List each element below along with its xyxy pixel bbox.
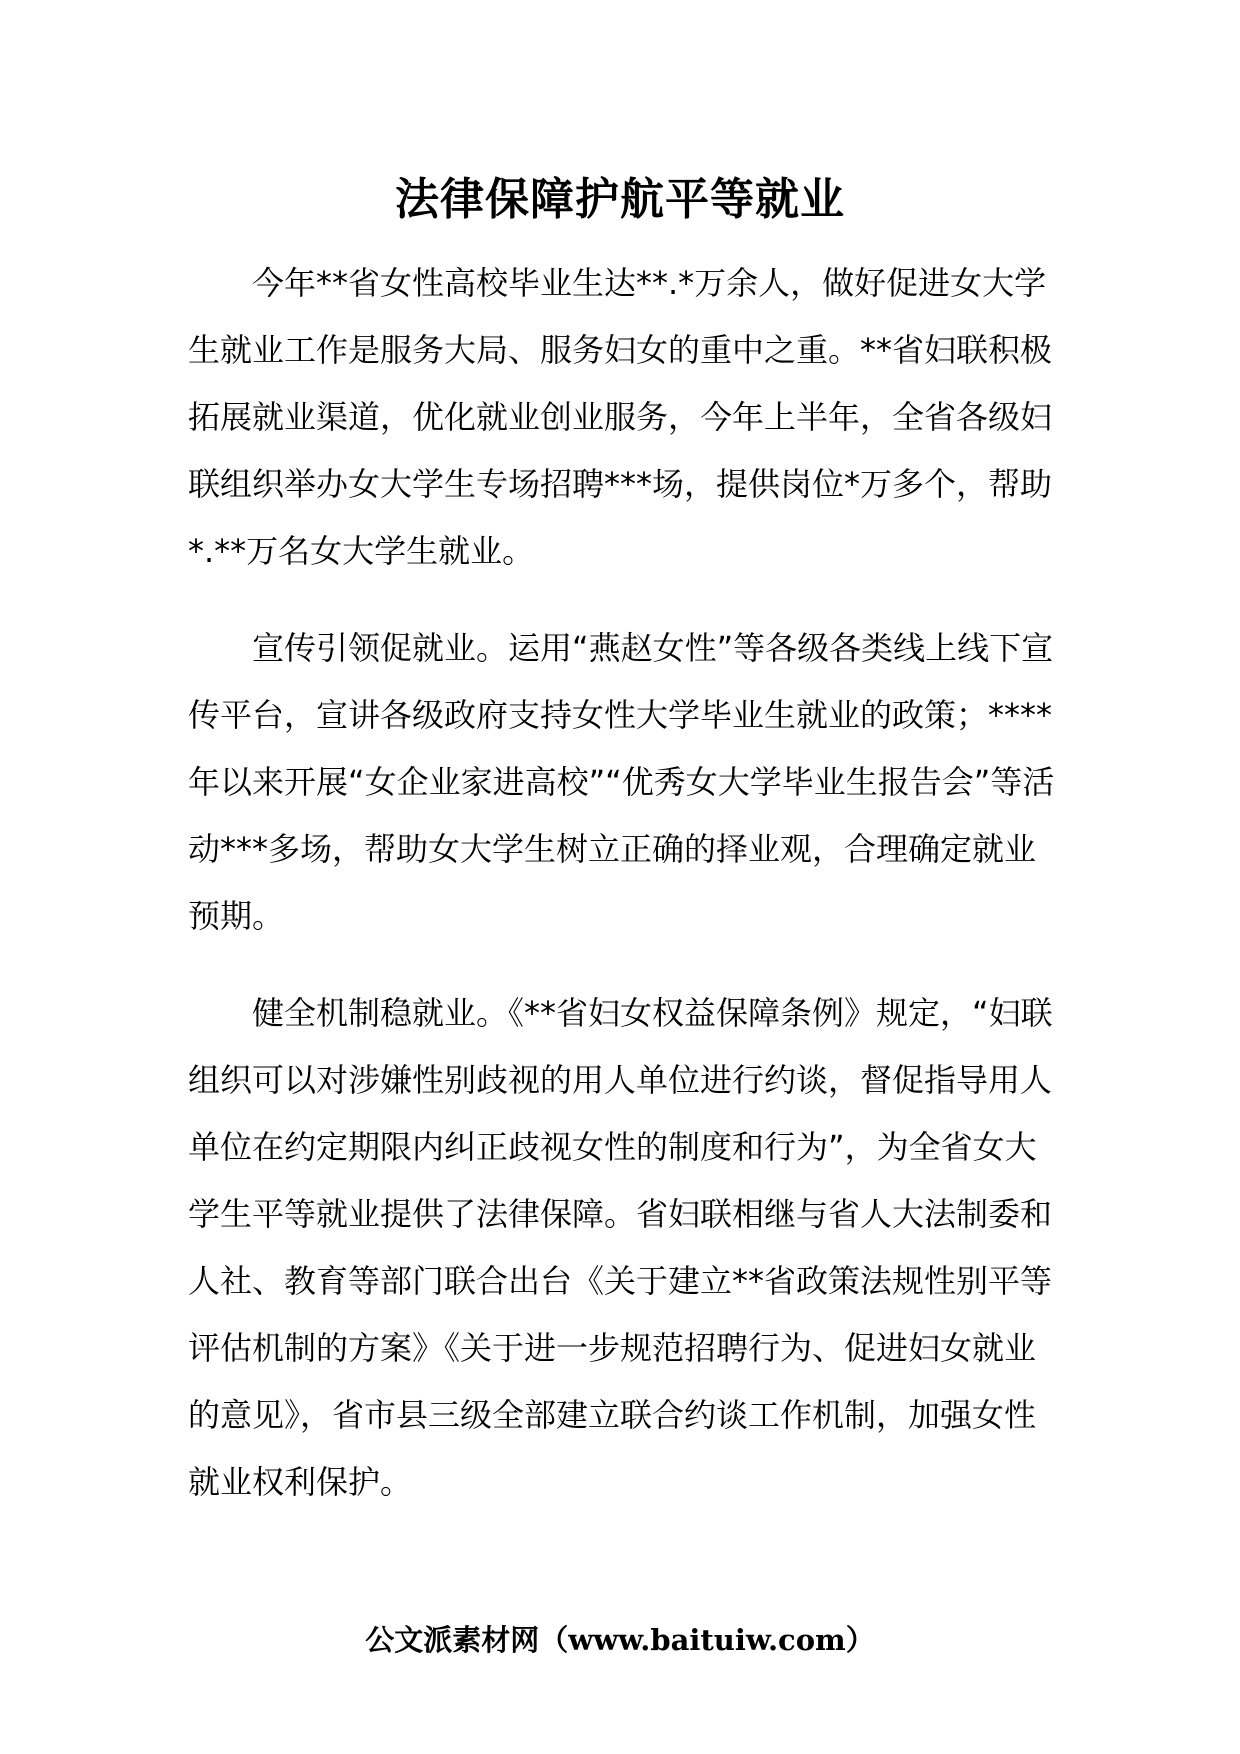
document-body — [188, 250, 1064, 1546]
paragraph-mechanism: 健全机制稳就业。《**省妇女权益保障条例》规定，“妇联组织可以对涉嫌性别歧视的用人单位进行约谈，督促指导用人单位在约定期限内纠正歧视女性的制度和行为”，为全省女大学生平等就业提供了法律保障。省妇联相继与省人大法制委和人社、教育等部门联合出台《关于建立**省政策法规性别平等评估机制的方案》《关于进一步规范招聘行为、促进妇女就业的意见》，省市县三级全部建立联合约谈工作机制，加强女性就业权利保护。 — [188, 994, 1053, 1501]
paragraph-publicity: 宣传引领促就业。运用“燕赵女性”等各级各类线上线下宣传平台，宣讲各级政府支持女性大学毕业生就业的政策；****年以来开展“女企业家进高校”“优秀女大学毕业生报告会”等活动***多场，帮助女大学生树立正确的择业观，合理确定就业预期。 — [188, 629, 1055, 935]
paragraph-intro: 今年**省女性高校毕业生达**.*万余人，做好促进女大学生就业工作是服务大局、服务妇女的重中之重。**省妇联积极拓展就业渠道，优化就业创业服务，今年上半年，全省各级妇联组织举办女大学生专场招聘***场，提供岗位*万多个，帮助*.**万名女大学生就业。 — [188, 264, 1053, 570]
document-footer: 公文派素材网（www.baituiw.com） — [365, 1623, 875, 1657]
document-title: 法律保障护航平等就业 — [395, 174, 845, 225]
